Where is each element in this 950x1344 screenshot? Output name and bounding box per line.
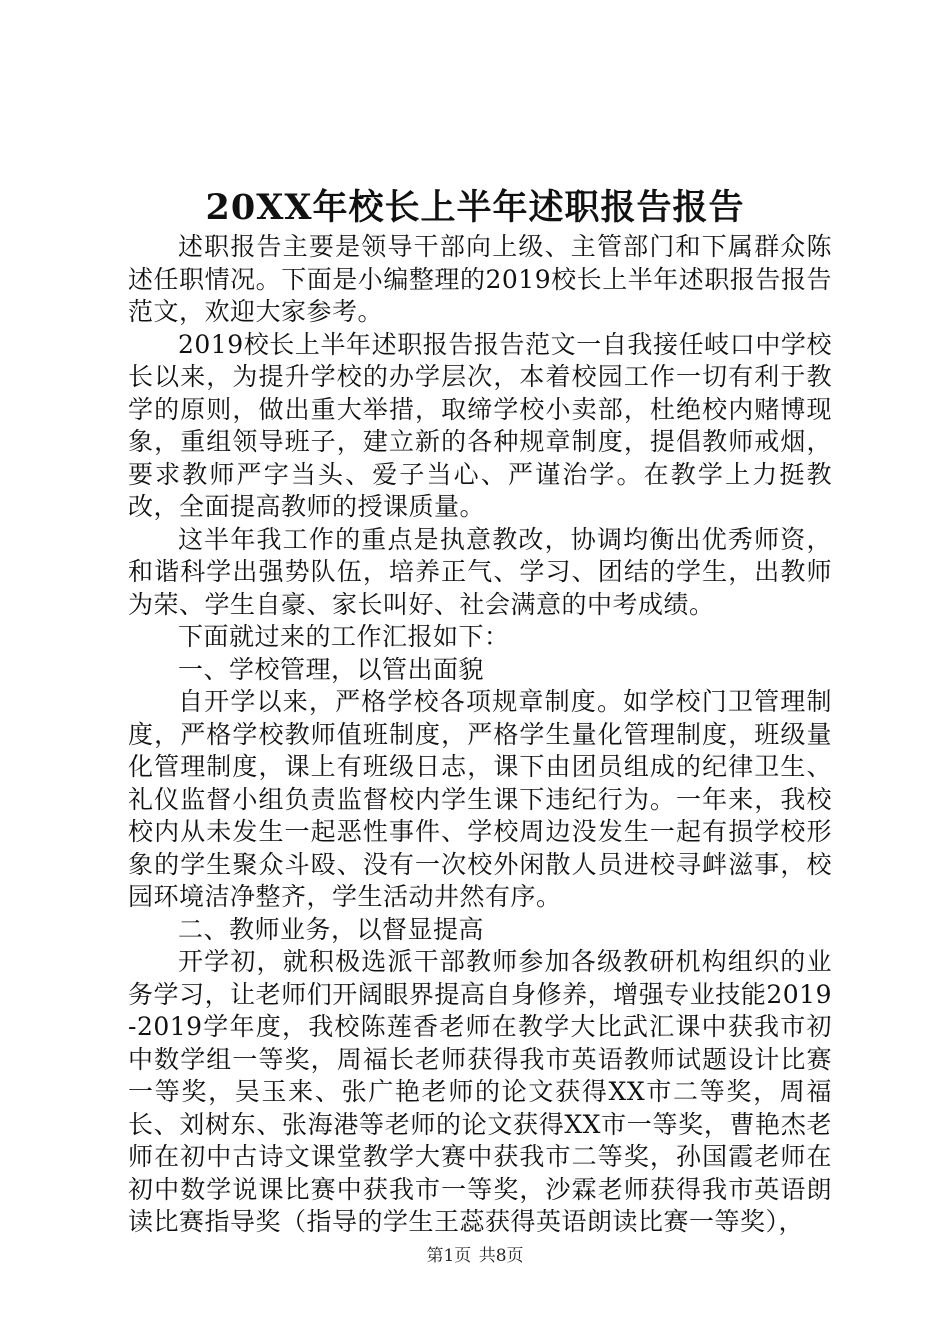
document-title: 20XX年校长上半年述职报告报告 bbox=[205, 187, 745, 228]
body-paragraph: 下面就过来的工作汇报如下： bbox=[178, 622, 510, 651]
page-footer bbox=[0, 1245, 950, 1267]
section-heading: 一、学校管理，以管出面貌 bbox=[178, 654, 485, 684]
page-number: 第1页 bbox=[426, 1246, 472, 1266]
section-heading: 二、教师业务，以督显提高 bbox=[178, 914, 485, 944]
body-paragraph: 自开学以来，严格学校各项规章制度。如学校门卫管理制度，严格学校教师值班制度，严格学生量化管理制度，班级量化管理制度，课上有班级日志，课下由团员组成的纪律卫生、礼仪监督小组负责监督校内学生课下违纪行为。一年来，我校校内从未发生一起恶性事件、学校周边没发生一起有损学校形象的学生聚众斗殴、没有一次校外闲散人员进校寻衅滋事，校园环境洁净整齐，学生活动井然有序。 bbox=[128, 687, 832, 911]
document-body bbox=[128, 231, 832, 1239]
intro-paragraph: 述职报告主要是领导干部向上级、主管部门和下属群众陈述任职情况。下面是小编整理的2019校长上半年述职报告报告范文，欢迎大家参考。 bbox=[128, 232, 832, 326]
body-paragraph: 这半年我工作的重点是执意教改，协调均衡出优秀师资，和谐科学出强势队伍，培养正气、学习、团结的学生，出教师为荣、学生自豪、家长叫好、社会满意的中考成绩。 bbox=[128, 524, 832, 619]
body-paragraph: 开学初，就积极选派干部教师参加各级教研机构组织的业务学习，让老师们开阔眼界提高自身修养，增强专业技能2019-2019学年度，我校陈莲香老师在教学大比武汇课中获我市初中数学组一等奖，周福长老师获得我市英语教师试题设计比赛一等奖，吴玉来、张广艳老师的论文获得XX市二等奖，周福长、刘树东、张海港等老师的论文获得XX市一等奖，曹艳杰老师在初中古诗文课堂教学大赛中获我市二等奖，孙国霞老师在初中数学说课比赛中获我市一等奖，沙霖老师获得我市英语朗读比赛指导奖（指导的学生王蕊获得英语朗读比赛一等奖）， bbox=[128, 947, 832, 1236]
body-paragraph: 2019校长上半年述职报告报告范文一自我接任岐口中学校长以来，为提升学校的办学层次，本着校园工作一切有利于教学的原则，做出重大举措，取缔学校小卖部，杜绝校内赌博现象，重组领导班子，建立新的各种规章制度，提倡教师戒烟，要求教师严字当头、爱子当心、严谨治学。在教学上力挺教改，全面提高教师的授课质量。 bbox=[128, 329, 832, 521]
page-total: 共8页 bbox=[478, 1246, 524, 1266]
